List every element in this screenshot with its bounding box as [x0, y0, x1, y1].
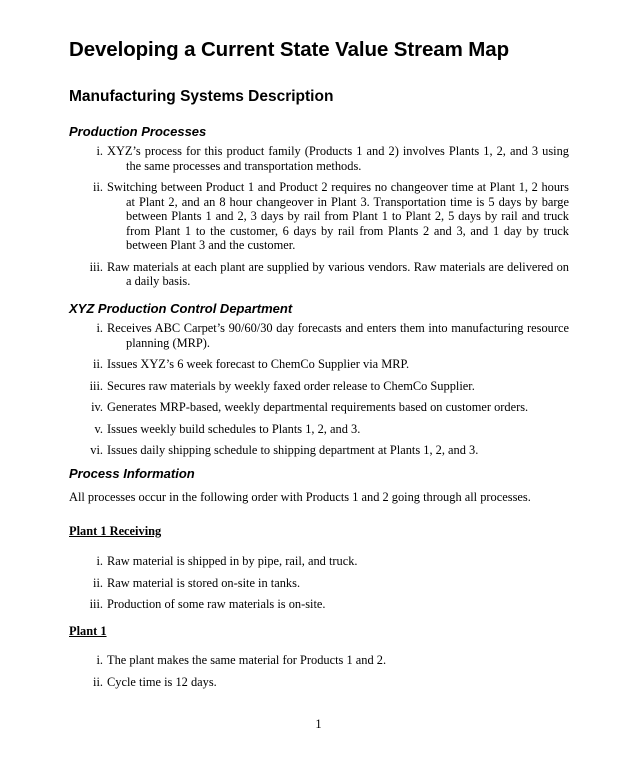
- list-item-text: Switching between Product 1 and Product 2 requires no changeover time at Plant 1, 2 hours at Plant 2, and an 8 hour changeover in Plant 3. Transportation time is 5 days by barge between Plants 1 and 2, 3 days by rail from Plant 1 to Plant 2, 5 days by rail and truck from Plant 1 to the customer, 6 days by rail from Plants 2 and 3, and 1 day by truck between Plant 3 and the customer.: [107, 180, 569, 252]
- list-item-text: Raw material is shipped in by pipe, rail, and truck.: [107, 554, 358, 568]
- document-title: Developing a Current State Value Stream Map: [69, 38, 509, 61]
- list-item-text: Raw material is stored on-site in tanks.: [107, 575, 301, 590]
- list-item-text: Raw materials at each plant are supplied by various vendors. Raw materials are delivered on a daily basis.: [107, 259, 569, 288]
- list-item-text: XYZ’s process for this product family (Products 1 and 2) involves Plants 1, 2, and 3 using the same processes and transportation methods.: [107, 144, 569, 173]
- list-item: [69, 260, 569, 289]
- list-item: [69, 675, 569, 690]
- list-item-text: Secures raw materials by weekly faxed order release to ChemCo Supplier.: [107, 378, 475, 393]
- page-number: 1: [315, 717, 322, 731]
- list-item: [69, 653, 569, 668]
- list-item-number: ii.: [93, 674, 103, 689]
- list-item-number: i.: [96, 144, 103, 158]
- list-item-number: i.: [96, 321, 103, 335]
- list-item-number: i.: [96, 554, 103, 568]
- control-department-heading: XYZ Production Control Department: [69, 301, 293, 316]
- list-item-text: Production of some raw materials is on-site.: [107, 597, 326, 611]
- list-item-number: vi.: [90, 443, 103, 457]
- list-item-text: Issues XYZ’s 6 week forecast to ChemCo Supplier via MRP.: [107, 357, 410, 371]
- list-item: [69, 422, 569, 437]
- list-item-text: Cycle time is 12 days.: [107, 674, 217, 689]
- list-item: [69, 576, 569, 591]
- list-item: [69, 357, 569, 372]
- list-item: [69, 597, 569, 612]
- list-item-number: i.: [96, 653, 103, 667]
- production-processes-heading: Production Processes: [69, 124, 207, 139]
- plant1-list: [69, 653, 569, 689]
- list-item-text: Issues daily shipping schedule to shipping department at Plants 1, 2, and 3.: [107, 443, 479, 457]
- list-item-number: ii.: [93, 180, 103, 194]
- list-item-number: ii.: [93, 575, 103, 590]
- list-item: [69, 443, 569, 458]
- list-item: [69, 554, 569, 569]
- list-item-number: iii.: [89, 259, 103, 274]
- list-item-number: v.: [94, 421, 103, 436]
- list-item: [69, 144, 569, 173]
- list-item-number: iii.: [89, 378, 103, 393]
- control-department-list: [69, 321, 569, 458]
- section-title: Manufacturing Systems Description: [69, 88, 334, 105]
- plant1-heading: Plant 1: [69, 624, 107, 638]
- process-information-heading: Process Information: [69, 466, 195, 481]
- list-item-number: ii.: [93, 357, 103, 371]
- list-item: [69, 400, 569, 415]
- list-item-number: iv.: [91, 400, 103, 414]
- list-item-text: Generates MRP-based, weekly departmental requirements based on customer orders.: [107, 400, 529, 414]
- plant1-receiving-heading: Plant 1 Receiving: [69, 524, 162, 538]
- list-item-text: Issues weekly build schedules to Plants 1, 2, and 3.: [107, 421, 361, 436]
- plant1-receiving-list: [69, 554, 569, 612]
- list-item-number: iii.: [89, 597, 103, 611]
- list-item-text: The plant makes the same material for Products 1 and 2.: [107, 653, 387, 667]
- production-processes-list: [69, 144, 569, 289]
- process-information-text: All processes occur in the following order with Products 1 and 2 going through all processes.: [69, 490, 531, 504]
- list-item: [69, 379, 569, 394]
- list-item: [69, 180, 569, 253]
- list-item-text: Receives ABC Carpet’s 90/60/30 day forecasts and enters them into manufacturing resource planning (MRP).: [107, 321, 569, 350]
- list-item: [69, 321, 569, 350]
